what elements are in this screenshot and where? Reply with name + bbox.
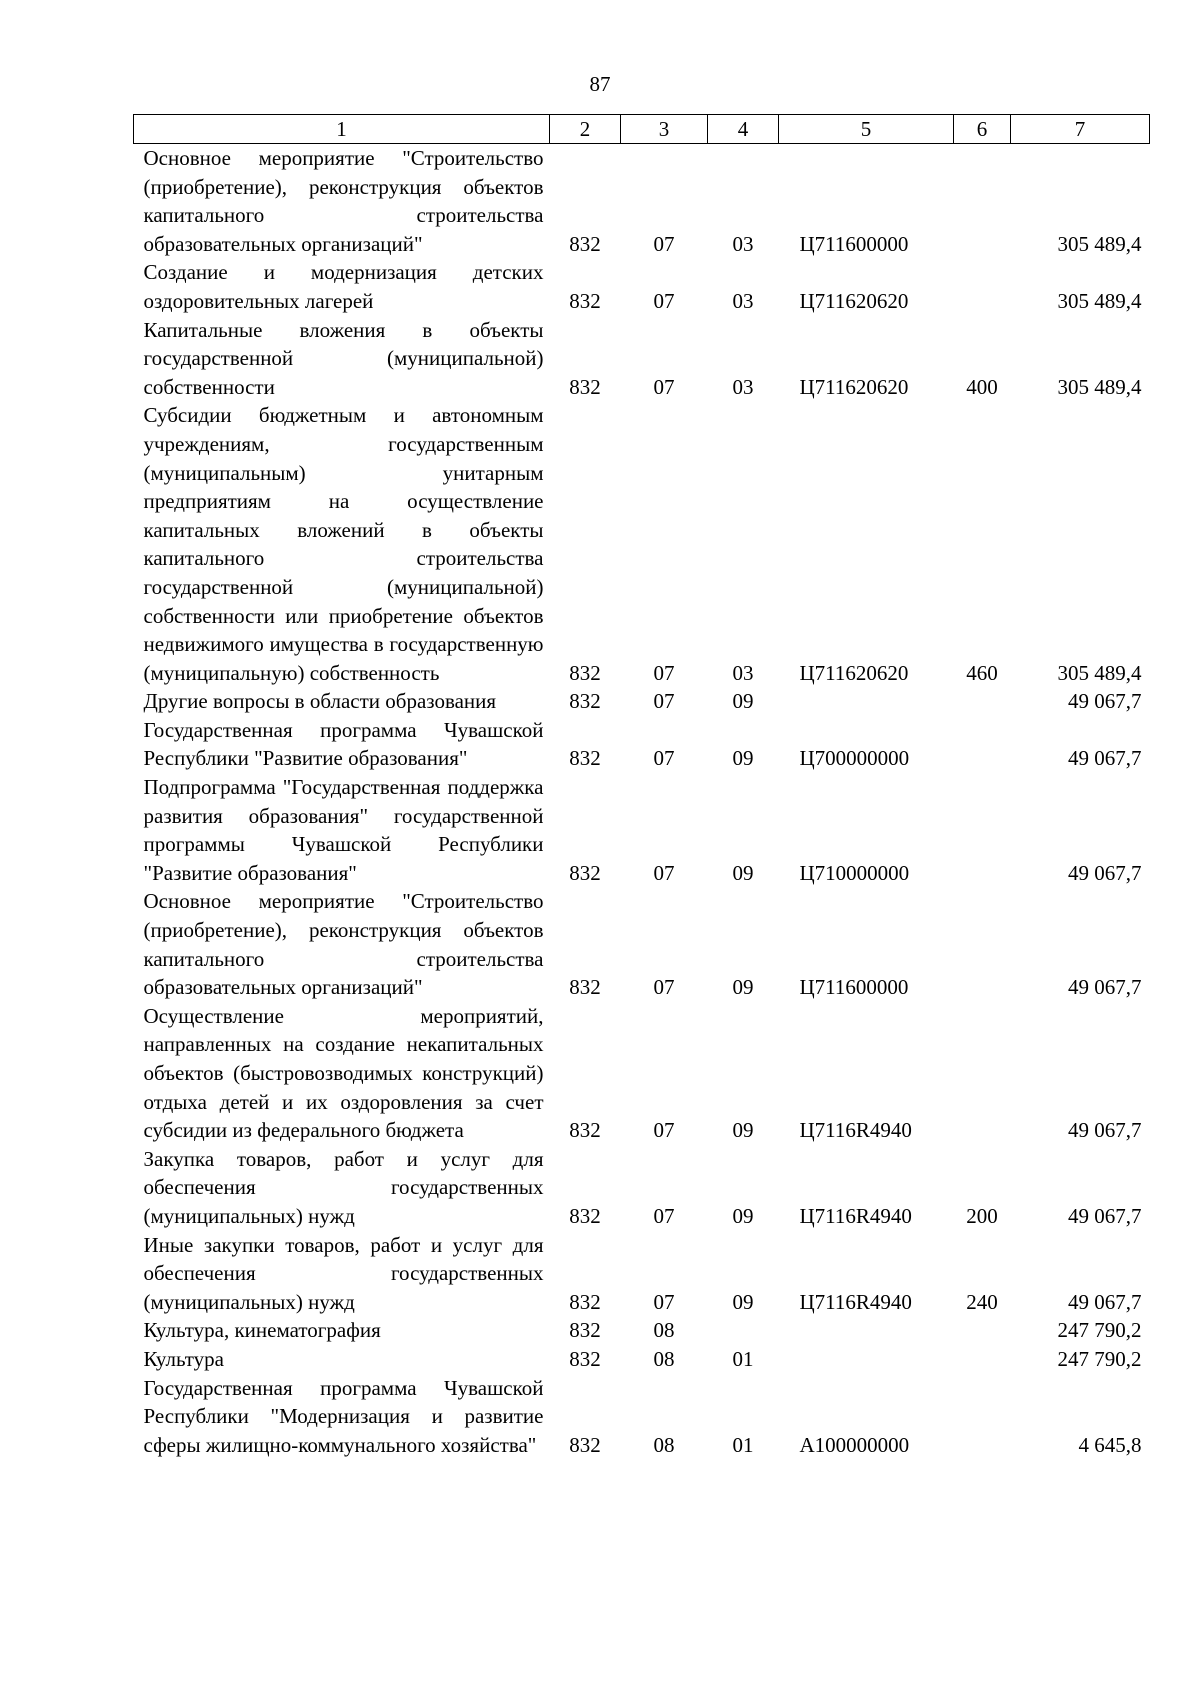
department-code: 832 [569, 231, 601, 256]
amount: 247 790,2 [1057, 1346, 1142, 1371]
target-article-code: Ц711620620 [799, 374, 909, 399]
department-code: 832 [569, 1118, 601, 1143]
amount: 247 790,2 [1057, 1318, 1142, 1343]
section-code: 08 [653, 1432, 675, 1457]
row-description: Другие вопросы в области образования [143, 689, 497, 714]
target-article-code: Ц7116R4940 [799, 1289, 912, 1314]
department-code: 832 [569, 1432, 601, 1457]
table-row [134, 1316, 1150, 1345]
table-row [134, 773, 1150, 887]
subsection-code: 09 [732, 746, 754, 771]
column-header-1: 1 [134, 115, 550, 144]
section-code: 07 [653, 975, 675, 1000]
target-article-code: А100000000 [799, 1432, 910, 1457]
amount: 49 067,7 [1068, 1289, 1142, 1314]
table-row [134, 1374, 1150, 1460]
expense-type-code: 200 [966, 1203, 998, 1228]
department-code: 832 [569, 660, 601, 685]
target-article-code: Ц7116R4940 [799, 1118, 912, 1143]
subsection-code: 09 [732, 689, 754, 714]
expense-type-code [954, 773, 1011, 887]
amount: 49 067,7 [1068, 1118, 1142, 1143]
section-code: 07 [653, 746, 675, 771]
target-article-code: Ц7116R4940 [799, 1203, 912, 1228]
row-description: Закупка товаров, работ и услуг для обеспечения государственных (муниципальных) нужд [143, 1146, 544, 1228]
section-code: 07 [653, 288, 675, 313]
table-row [134, 887, 1150, 1001]
subsection-code: 01 [732, 1346, 754, 1371]
department-code: 832 [569, 288, 601, 313]
subsection-code: 03 [732, 660, 754, 685]
table-row [134, 316, 1150, 402]
department-code: 832 [569, 689, 601, 714]
table-body [134, 144, 1150, 1460]
section-code: 07 [653, 374, 675, 399]
section-code: 07 [653, 860, 675, 885]
amount: 305 489,4 [1057, 660, 1142, 685]
subsection-code: 09 [732, 1118, 754, 1143]
expense-type-code: 240 [966, 1289, 998, 1314]
row-description: Подпрограмма "Государственная поддержка развития образования" государственной программы Чувашской Республики "Развитие образования" [143, 775, 544, 885]
department-code: 832 [569, 975, 601, 1000]
amount: 49 067,7 [1068, 975, 1142, 1000]
table-row [134, 1145, 1150, 1231]
target-article-code [779, 687, 954, 716]
expense-type-code [954, 144, 1011, 259]
column-header-7: 7 [1011, 115, 1150, 144]
expense-type-code [954, 1374, 1011, 1460]
department-code: 832 [569, 746, 601, 771]
section-code: 08 [653, 1346, 675, 1371]
table-row [134, 687, 1150, 716]
expense-type-code: 400 [966, 374, 998, 399]
table-header [134, 115, 1150, 144]
subsection-code [708, 1316, 779, 1345]
section-code: 07 [653, 231, 675, 256]
column-header-4: 4 [708, 115, 779, 144]
row-description: Капитальные вложения в объекты государственной (муниципальной) собственности [143, 317, 544, 399]
amount: 4 645,8 [1078, 1432, 1142, 1457]
department-code: 832 [569, 1346, 601, 1371]
section-code: 08 [653, 1318, 675, 1343]
target-article-code: Ц711600000 [799, 231, 909, 256]
row-description: Культура, кинематография [143, 1318, 381, 1343]
expense-type-code [954, 258, 1011, 315]
table-row [134, 258, 1150, 315]
expense-type-code: 460 [966, 660, 998, 685]
column-header-6: 6 [954, 115, 1011, 144]
target-article-code [779, 1316, 954, 1345]
department-code: 832 [569, 1318, 601, 1343]
target-article-code: Ц711600000 [799, 975, 909, 1000]
page-number: 87 [589, 72, 611, 96]
table-row [134, 716, 1150, 773]
row-description: Государственная программа Чувашской Республики "Развитие образования" [143, 717, 544, 771]
section-code: 07 [653, 1203, 675, 1228]
budget-table [133, 114, 1150, 1459]
amount: 49 067,7 [1068, 860, 1142, 885]
section-code: 07 [653, 1118, 675, 1143]
target-article-code: Ц711620620 [799, 660, 909, 685]
subsection-code: 09 [732, 860, 754, 885]
section-code: 07 [653, 1289, 675, 1314]
expense-type-code [954, 1316, 1011, 1345]
target-article-code: Ц710000000 [799, 860, 910, 885]
expense-type-code [954, 1002, 1011, 1145]
amount: 49 067,7 [1068, 746, 1142, 771]
subsection-code: 09 [732, 1203, 754, 1228]
row-description: Основное мероприятие "Строительство (приобретение), реконструкция объектов капитального строительства образовательных организаций" [143, 889, 544, 1000]
subsection-code: 03 [732, 374, 754, 399]
section-code: 07 [653, 660, 675, 685]
column-header-3: 3 [621, 115, 708, 144]
target-article-code: Ц711620620 [799, 288, 909, 313]
row-description: Создание и модернизация детских оздоровительных лагерей [143, 260, 544, 313]
table-row [134, 1002, 1150, 1145]
department-code: 832 [569, 374, 601, 399]
expense-type-code [954, 716, 1011, 773]
target-article-code: Ц700000000 [799, 746, 910, 771]
amount: 305 489,4 [1057, 288, 1142, 313]
target-article-code [779, 1345, 954, 1374]
table-row [134, 1231, 1150, 1317]
row-description: Иные закупки товаров, работ и услуг для обеспечения государственных (муниципальных) нужд [143, 1232, 544, 1314]
subsection-code: 09 [732, 1289, 754, 1314]
section-code: 07 [653, 689, 675, 714]
row-description: Осуществление мероприятий, направленных на создание некапитальных объектов (быстровозводимых конструкций) отдыха детей и их оздоровления за счет субсидии из федерального бюджета [143, 1003, 544, 1143]
subsection-code: 03 [732, 231, 754, 256]
department-code: 832 [569, 1289, 601, 1314]
expense-type-code [954, 1345, 1011, 1374]
amount: 49 067,7 [1068, 689, 1142, 714]
row-description: Государственная программа Чувашской Республики "Модернизация и развитие сферы жилищно-коммунального хозяйства" [143, 1375, 544, 1457]
subsection-code: 03 [732, 288, 754, 313]
department-code: 832 [569, 1203, 601, 1228]
subsection-code: 01 [732, 1432, 754, 1457]
subsection-code: 09 [732, 975, 754, 1000]
table-row [134, 144, 1150, 259]
column-header-5: 5 [779, 115, 954, 144]
column-number-row [134, 115, 1150, 144]
row-description: Субсидии бюджетным и автономным учреждениям, государственным (муниципальным) унитарным предприятиям на осуществление капитальных вложений в объекты капитального строительства государственной (муниципальной) собственности или приобретение объектов недвижимого имущества в государственную (муниципальную) собственность [143, 403, 544, 685]
expense-type-code [954, 687, 1011, 716]
row-description: Культура [143, 1346, 224, 1371]
amount: 305 489,4 [1057, 231, 1142, 256]
department-code: 832 [569, 860, 601, 885]
expense-type-code [954, 887, 1011, 1001]
row-description: Основное мероприятие "Строительство (приобретение), реконструкция объектов капитального строительства образовательных организаций" [143, 146, 544, 256]
amount: 49 067,7 [1068, 1203, 1142, 1228]
table-row [134, 401, 1150, 687]
column-header-2: 2 [550, 115, 621, 144]
amount: 305 489,4 [1057, 374, 1142, 399]
table-row [134, 1345, 1150, 1374]
